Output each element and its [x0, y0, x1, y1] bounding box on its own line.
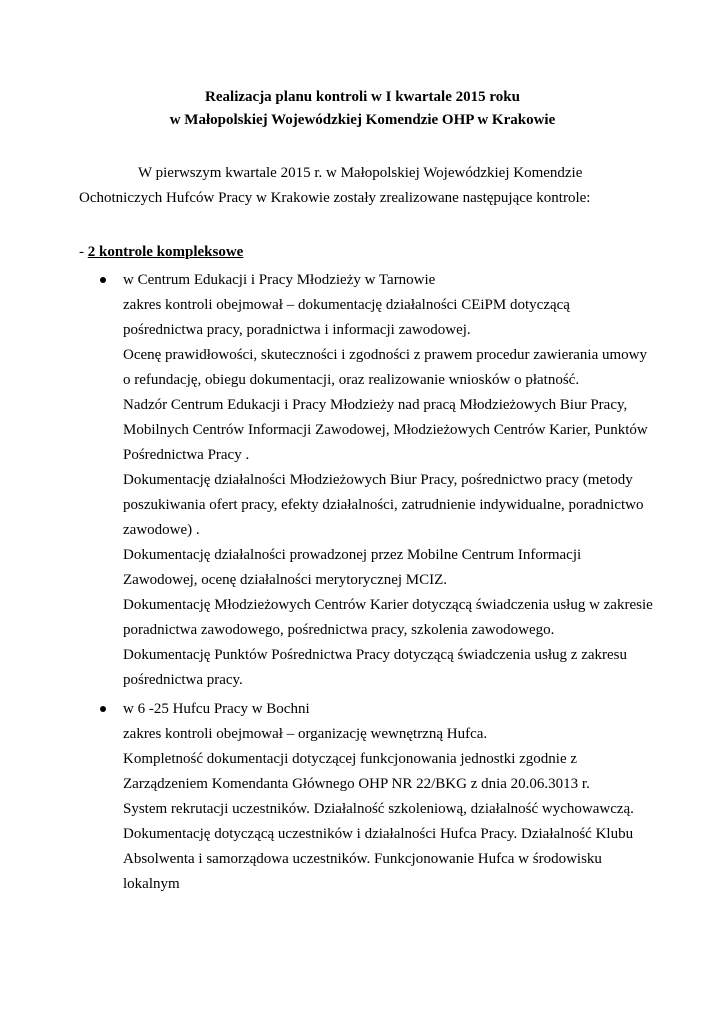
list-item-line: Ocenę prawidłowości, skuteczności i zgodności z prawem procedur zawierania umowy: [123, 347, 647, 363]
list-item-line: Pośrednictwa Pracy .: [123, 447, 250, 463]
list-item-line: poradnictwa zawodowego, pośrednictwa pracy, szkolenia zawodowego.: [123, 622, 555, 638]
list-item-line: Dokumentację dotyczącą uczestników i działalności Hufca Pracy. Działalność Klubu: [123, 826, 634, 842]
list-item-line: pośrednictwa pracy.: [123, 672, 243, 688]
document-title-line-1: Realizacja planu kontroli w I kwartale 2015 roku: [205, 89, 520, 105]
list-item-line: pośrednictwa pracy, poradnictwa i informacji zawodowej.: [123, 322, 471, 338]
list-item-line: w 6 -25 Hufcu Pracy w Bochni: [123, 701, 310, 717]
list-item-line: Dokumentację Młodzieżowych Centrów Karier dotyczącą świadczenia usług w zakresie: [123, 597, 653, 613]
section-dash: -: [79, 244, 88, 260]
list-item-line: zawodowe) .: [123, 522, 200, 538]
list-item-line: Mobilnych Centrów Informacji Zawodowej, Młodzieżowych Centrów Karier, Punktów: [123, 422, 648, 438]
section-heading: 2 kontrole kompleksowe: [87, 244, 244, 260]
list-item-line: Dokumentację działalności prowadzonej przez Mobilne Centrum Informacji: [123, 547, 582, 563]
list-item-line: w Centrum Edukacji i Pracy Młodzieży w Tarnowie: [123, 272, 436, 288]
list-item-line: Dokumentację działalności Młodzieżowych Biur Pracy, pośrednictwo pracy (metody: [123, 472, 633, 488]
list-item-line: Nadzór Centrum Edukacji i Pracy Młodzieży nad pracą Młodzieżowych Biur Pracy,: [123, 397, 628, 413]
list-item-line: Zarządzeniem Komendanta Głównego OHP NR 22/BKG z dnia 20.06.3013 r.: [123, 776, 590, 792]
list-item-line: o refundację, obiegu dokumentacji, oraz realizowanie wniosków o płatność.: [123, 372, 580, 388]
list-item-line: Absolwenta i samorządowa uczestników. Funkcjonowanie Hufca w środowisku: [123, 851, 602, 867]
bullet-icon: [100, 706, 106, 712]
document-title-line-2: w Małopolskiej Wojewódzkiej Komendzie OHP w Krakowie: [169, 112, 556, 128]
intro-paragraph-line-2: Ochotniczych Hufców Pracy w Krakowie zostały zrealizowane następujące kontrole:: [79, 190, 591, 206]
bullet-icon: [100, 277, 106, 283]
list-item-line: System rekrutacji uczestników. Działalność szkoleniową, działalność wychowawczą.: [123, 801, 634, 817]
list-item-line: Dokumentację Punktów Pośrednictwa Pracy dotyczącą świadczenia usług z zakresu: [123, 647, 627, 663]
list-item-line: poszukiwania ofert pracy, efekty działalności, zatrudnienie indywidualne, poradnictwo: [123, 497, 644, 513]
section-heading-row: [79, 242, 243, 262]
list-item-line: lokalnym: [123, 876, 180, 892]
list-item-line: Kompletność dokumentacji dotyczącej funkcjonowania jednostki zgodnie z: [123, 751, 578, 767]
list-item-line: zakres kontroli obejmował – dokumentację działalności CEiPM dotyczącą: [123, 297, 570, 313]
intro-paragraph-line-1: W pierwszym kwartale 2015 r. w Małopolskiej Wojewódzkiej Komendzie: [138, 165, 583, 181]
list-item-line: zakres kontroli obejmował – organizację wewnętrzną Hufca.: [123, 726, 488, 742]
list-item-line: Zawodowej, ocenę działalności merytorycznej MCIZ.: [123, 572, 448, 588]
